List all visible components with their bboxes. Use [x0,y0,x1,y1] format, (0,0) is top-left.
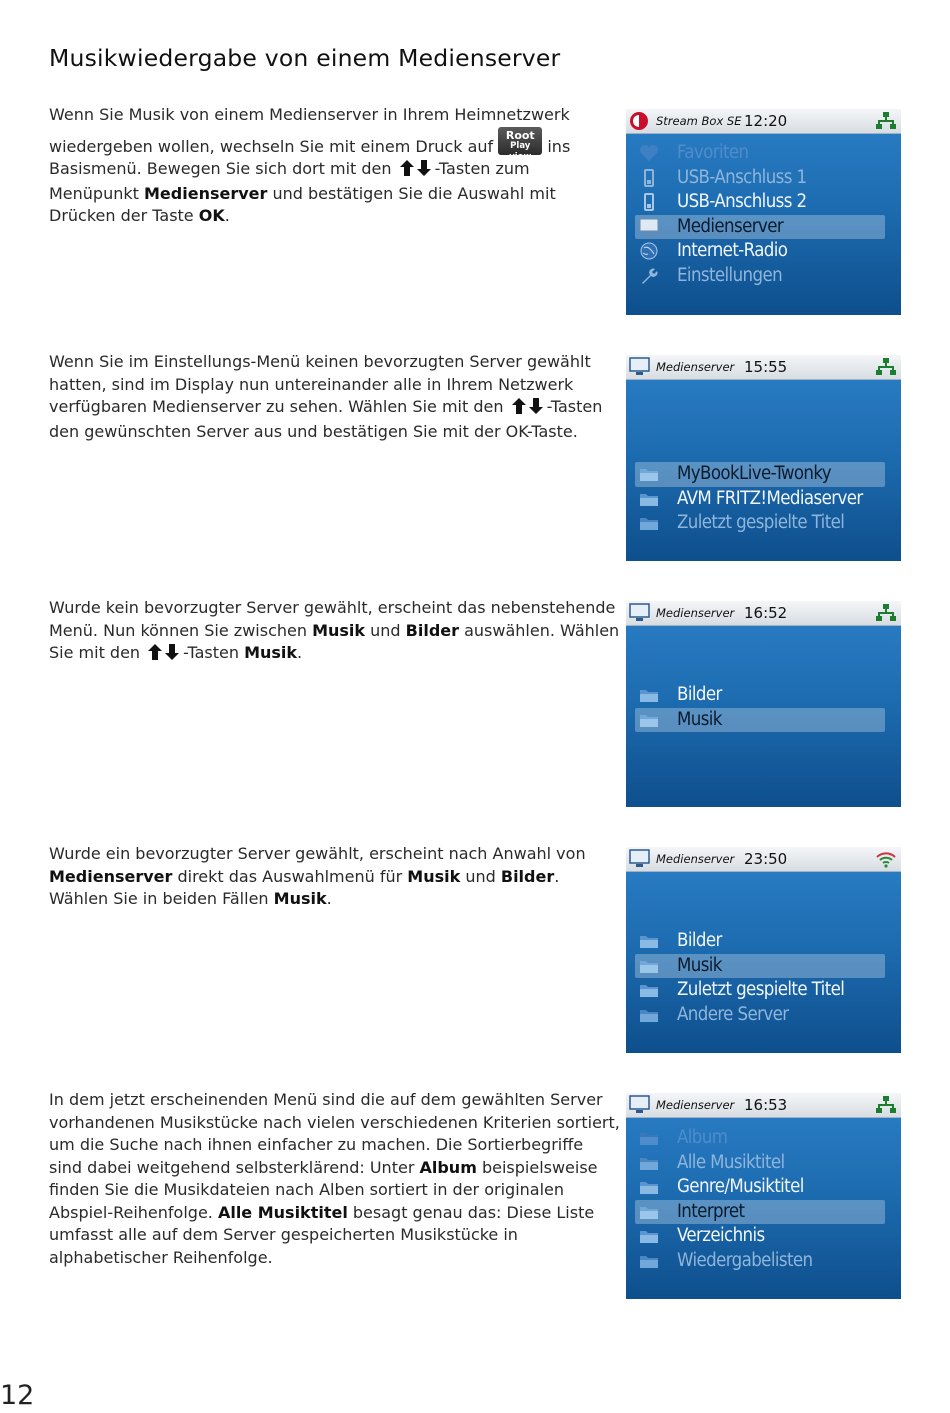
menu-item-bilder[interactable] [635,683,885,708]
menu-item-label: Bilder [677,684,722,705]
text: beispielsweise finden Sie die Musikdateien nach Alben sortiert in der originalen Abspiel-Reihenfolge. [49,1157,598,1222]
screen-time: 12:20 [744,112,788,130]
menu-item-label: Musik [677,954,722,976]
text: direkt das Auswahlmenü für [172,866,408,886]
text: Wurde ein bevorzugter Server gewählt, erscheint nach Anwahl von [49,844,586,863]
menu-item-zuletzt-gespielte-titel[interactable] [635,511,885,536]
network-icon [875,1095,897,1115]
menu-item-label: Interpret [677,1200,745,1222]
text: -Tasten den gewünschten Server aus und bestätigen Sie mit der OK-Taste. [49,397,603,441]
folder-icon [639,1252,659,1270]
menu-item-internet-radio[interactable] [635,239,885,264]
network-icon [875,111,897,131]
text: . Wählen Sie in beiden Fällen [49,866,560,908]
device-screen-bilder-musik [626,601,901,807]
text: Wenn Sie Musik von einem Medienserver in Ihrem Heimnetzwerk wiedergeben wollen, wechseln Sie mit einem Druck auf [49,105,570,156]
text: Wurde kein bevorzugter Server gewählt, erscheint das nebenstehende Menü. Nun können Sie zwischen [49,598,616,640]
menu-item-label: AVM FRITZ!Mediaserver [677,487,863,509]
text: . [297,643,303,662]
text: -Tasten [183,643,245,662]
bold-text: Musik [244,643,298,662]
paragraph-server-list [49,351,621,443]
up-down-arrows-icon [511,398,545,421]
folder-icon [639,957,659,975]
screen-title: Medienserver [656,360,735,374]
logo-icon [629,111,651,131]
folder-icon [639,981,659,999]
screen-title: Medienserver [656,1098,735,1112]
menu-item-zuletzt-gespielte-titel[interactable] [635,978,885,1003]
menu-item-verzeichnis[interactable] [635,1224,885,1249]
folder-icon [639,1006,659,1024]
usb-icon [639,193,659,211]
text: -Tasten zum Menüpunkt [49,159,530,203]
menu-item-usb-2[interactable] [635,190,885,215]
text: Wenn Sie im Einstellungs-Menü keinen bevorzugten Server gewählt hatten, sind im Display nun untereinander alle in Ihrem Netzwerk verfügbaren Medienserver zu sehen. Wählen Sie mit den [49,352,591,416]
menu-item-label: Genre/Musiktitel [677,1176,804,1197]
menu-item-einstellungen[interactable] [635,264,885,289]
keycap-line2: Play view [509,140,532,162]
monitor-icon [629,849,651,869]
text: . [224,206,230,225]
folder-icon [639,465,659,483]
network-icon [875,357,897,377]
screen-title: Medienserver [656,852,735,866]
globe-icon [639,242,659,260]
menu-item-genre-musiktitel[interactable] [635,1175,885,1200]
up-down-arrows-icon [399,160,433,183]
screen-title: Medienserver [656,606,735,620]
monitor-icon [629,603,651,623]
device-screen-main-menu [626,109,901,315]
bold-text: Musik [273,889,327,908]
screen-status-bar [626,847,901,872]
screen-time: 15:55 [744,358,788,376]
menu-item-musik[interactable] [635,708,885,733]
menu-item-musik[interactable] [635,954,885,979]
menu-item-label: Alle Musiktitel [677,1151,785,1173]
up-down-arrows-icon [147,644,181,667]
screen-status-bar [626,109,901,134]
keycap-line1: Root [505,128,535,142]
usb-icon [639,169,659,187]
bold-text: Bilder [405,620,460,640]
folder-icon [639,686,659,704]
menu-item-label: MyBookLive-Twonky [677,463,831,484]
menu-item-interpret[interactable] [635,1200,885,1225]
folder-icon [639,1178,659,1196]
menu-item-alle-musiktitel[interactable] [635,1151,885,1176]
bold-text: Bilder [500,866,555,886]
page-number: 12 [0,1380,35,1411]
menu-item-label: USB-Anschluss 1 [677,166,807,188]
folder-icon [639,1227,659,1245]
screen-status-bar [626,1093,901,1118]
page-title: Musikwiedergabe von einem Medienserver [49,44,561,72]
menu-item-label: Favoriten [677,142,749,163]
text: und bestätigen Sie die Auswahl mit Drücken der Taste [49,183,556,225]
menu-item-label: Medienserver [677,215,784,237]
screen-title: Stream Box SE [656,114,742,128]
screen-time: 16:52 [744,604,788,622]
menu-item-label: Internet-Radio [677,240,788,261]
folder-icon [639,1129,659,1147]
paragraph-no-preferred-server [49,597,621,667]
bold-text: Alle Musiktitel [217,1202,348,1222]
folder-icon [639,490,659,508]
monitor-icon [629,357,651,377]
monitor-icon [629,1095,651,1115]
menu-item-bilder[interactable] [635,929,885,954]
folder-icon [639,1154,659,1172]
screen-time: 23:50 [744,850,788,868]
paragraph-sort-criteria [49,1089,621,1269]
menu-item-medienserver[interactable] [635,215,885,240]
network-icon [875,603,897,623]
bold-text: Medienserver [144,183,268,203]
text: besagt genau das: Diese Liste umfasst alle auf dem Server gespeicherten Musikstücke in alphabetischer Reihenfolge. [49,1202,595,1267]
text: und [460,866,501,886]
menu-item-label: Verzeichnis [677,1225,765,1246]
text: In dem jetzt erscheinenden Menü sind die auf dem gewählten Server vorhandenen Musikstücke nach vielen verschiedenen Kriterien sortiert, um die Suche nach ihnen einfacher zu machen. Die Sortierbegriffe sind dabei weitgehend selbsterklärend: Unter [49,1090,620,1177]
folder-icon [639,514,659,532]
menu-item-label: Zuletzt gespielte Titel [677,979,845,1000]
menu-item-wiedergabelisten[interactable] [635,1249,885,1274]
text: . [326,889,332,908]
text: ins Basismenü. Bewegen Sie sich dort mit den [49,136,571,178]
menu-item-favoriten[interactable] [635,141,885,166]
menu-item-label: Zuletzt gespielte Titel [677,512,845,533]
text: auswählen. Wählen Sie mit den [49,620,620,662]
bold-text: Medienserver [49,866,173,886]
screen-menu [626,1126,901,1273]
screen-menu [626,929,901,1027]
screen-status-bar [626,601,901,626]
wifi-icon [875,849,897,869]
paragraph-preferred-server [49,843,621,911]
menu-item-mybooklive-twonky[interactable] [635,462,885,487]
device-screen-music-sort [626,1093,901,1299]
text: und [365,620,406,640]
paragraph-basemenu [49,104,621,228]
screen-menu [626,141,901,288]
device-screen-server-list [626,355,901,561]
bold-text: Musik [407,866,461,886]
device-screen-preferred-server [626,847,901,1053]
menu-item-usb-1[interactable] [635,166,885,191]
menu-item-label: Wiedergabelisten [677,1249,813,1271]
heart-icon [639,144,659,162]
folder-icon [639,932,659,950]
bold-text: Musik [312,620,366,640]
menu-item-label: Andere Server [677,1003,789,1025]
menu-item-label: Musik [677,708,722,730]
screen-time: 16:53 [744,1096,788,1114]
menu-item-avm-fritz-mediaserver[interactable] [635,487,885,512]
bold-text: OK [198,206,225,225]
folder-icon [639,711,659,729]
bold-text: Album [419,1157,477,1177]
wrench-icon [639,267,659,285]
screen-menu [626,462,901,536]
menu-item-label: USB-Anschluss 2 [677,191,807,212]
menu-item-label: Bilder [677,930,722,951]
folder-icon [639,1203,659,1221]
root-play-view-key-icon [498,127,542,162]
menu-item-label: Album [677,1127,728,1148]
screen-status-bar [626,355,901,380]
menu-item-label: Einstellungen [677,264,783,286]
screen-menu [626,683,901,732]
monitor-icon [639,218,659,236]
menu-item-andere-server[interactable] [635,1003,885,1028]
menu-item-album[interactable] [635,1126,885,1151]
